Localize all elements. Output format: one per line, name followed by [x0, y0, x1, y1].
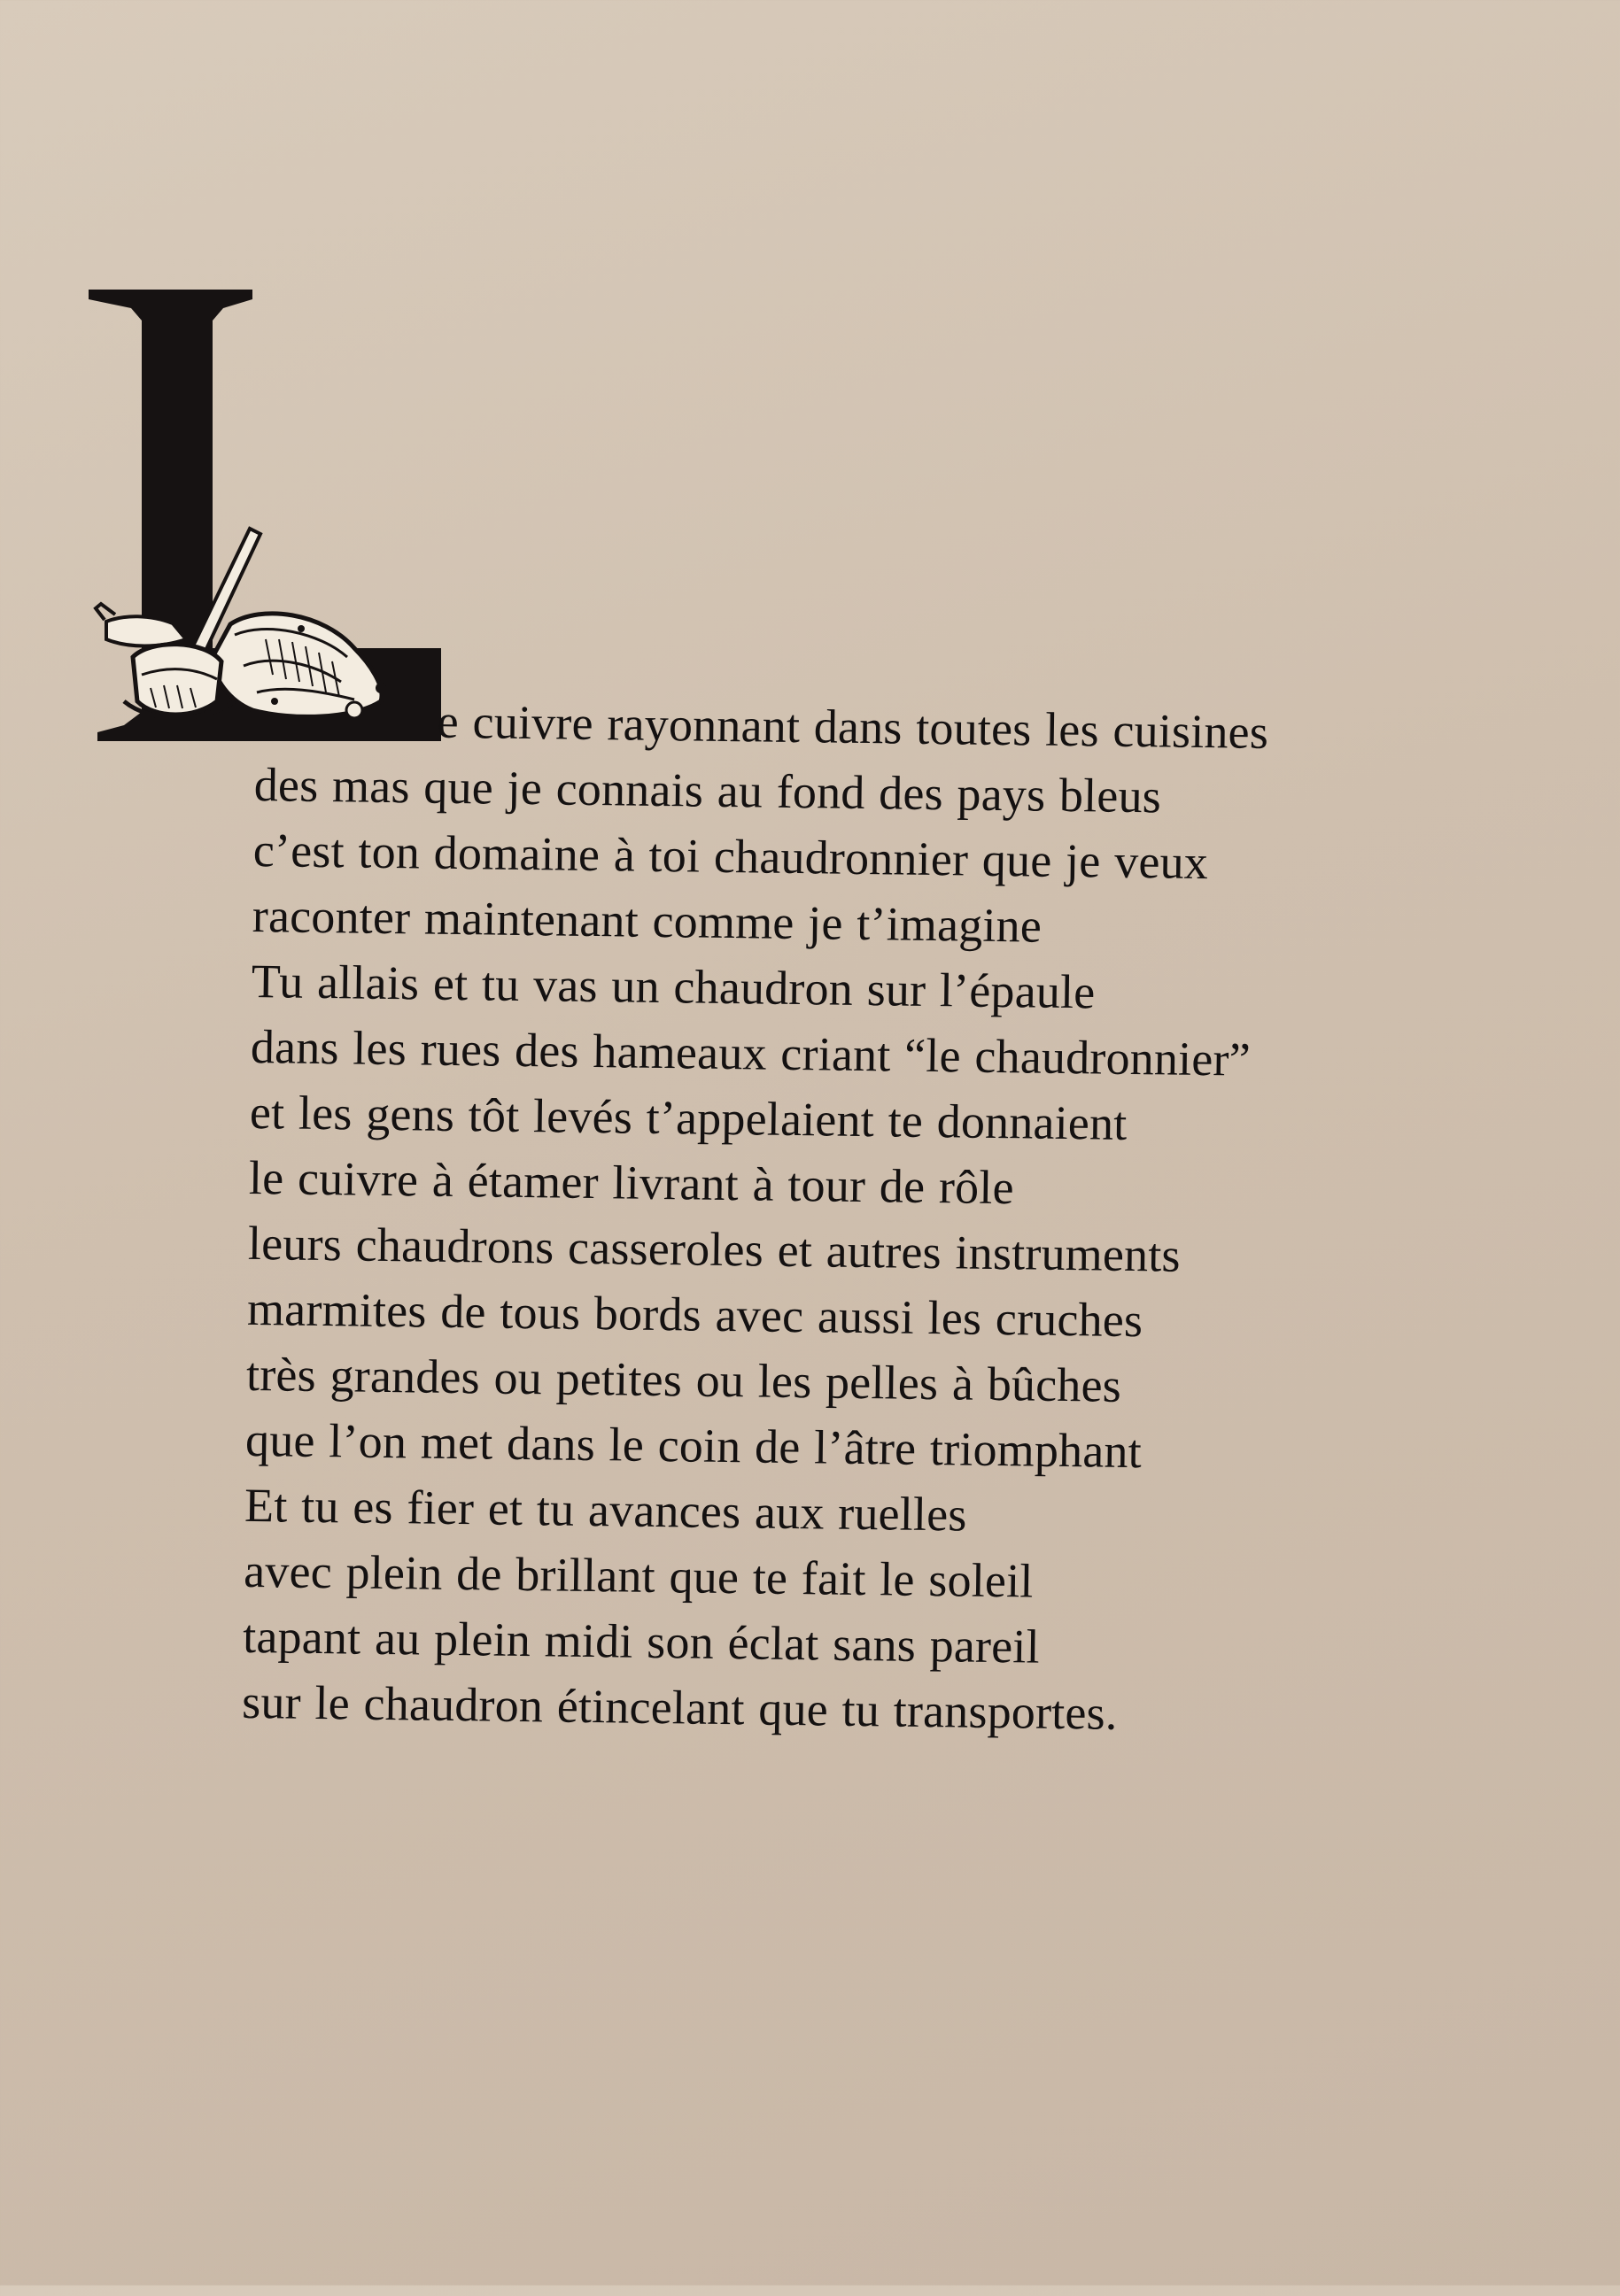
poem-line: des mas que je connais au fond des pays bleus	[253, 757, 1162, 823]
poem-line: que l’on met dans le coin de l’âtre triomphant	[244, 1412, 1143, 1479]
poem-line: dans les rues des hameaux criant “le chaudronnier”	[250, 1019, 1252, 1086]
poem-line: Et tu es fier et tu avances aux ruelles	[244, 1478, 967, 1542]
poem-line: marmites de tous bords avec aussi les cruches	[246, 1281, 1143, 1348]
poem-line: raconter maintenant comme je t’imagine	[252, 888, 1043, 953]
poem-line: le cuivre à étamer livrant à tour de rôle	[248, 1150, 1015, 1215]
poem-line: tapant au plein midi son éclat sans pareil	[242, 1609, 1041, 1674]
poem-line: Tu allais et tu vas un chaudron sur l’épaule	[251, 954, 1096, 1019]
poem-line: c’est ton domaine à toi chaudronnier que je veux	[252, 823, 1209, 890]
poem-line: sur le chaudron étincelant que tu transportes.	[241, 1674, 1118, 1740]
poem-line: et les gens tôt levés t’appelaient te donnaient	[249, 1085, 1128, 1150]
poem-line: avec plein de brillant que te fait le soleil	[243, 1543, 1034, 1608]
poem-line: très grandes ou petites ou les pelles à bûches	[245, 1347, 1122, 1412]
poem-line: e cuivre rayonnant dans toutes les cuisines	[437, 694, 1269, 759]
poem-line: leurs chaudrons casseroles et autres instruments	[247, 1216, 1182, 1282]
